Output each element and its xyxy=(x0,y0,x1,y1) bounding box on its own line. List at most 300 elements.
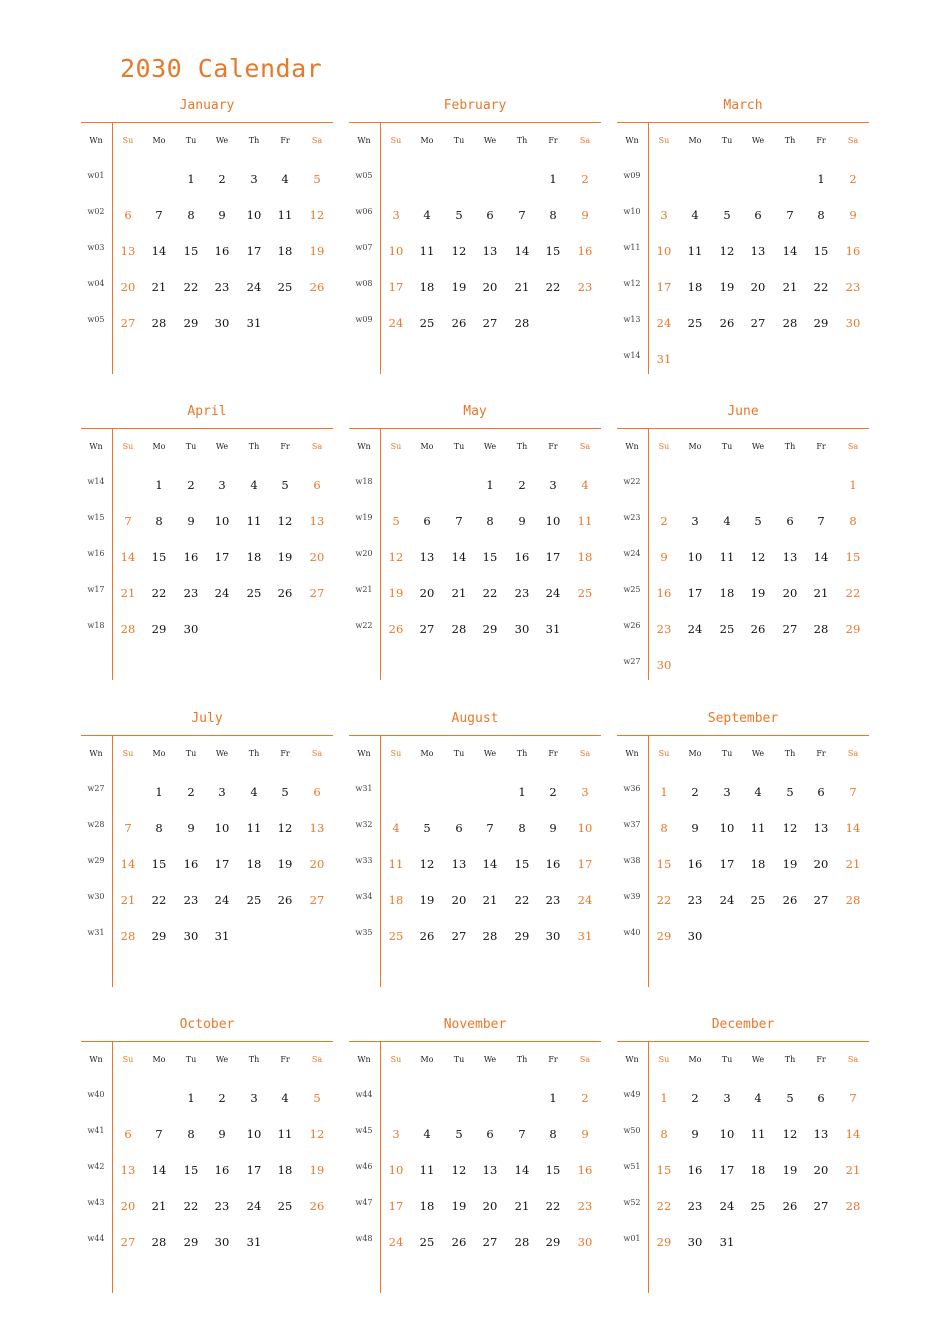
day-cell: 23 xyxy=(183,586,199,600)
day-cell: 28 xyxy=(845,893,861,907)
week-number-header: Wn xyxy=(89,749,103,758)
week-number: w38 xyxy=(623,856,641,865)
day-cell: 3 xyxy=(549,478,557,492)
day-cell: 17 xyxy=(577,857,593,871)
day-cell: 9 xyxy=(218,208,226,222)
month-divider xyxy=(617,735,869,736)
day-cell: 20 xyxy=(750,280,766,294)
week-number: w52 xyxy=(623,1198,641,1207)
day-cell: 10 xyxy=(246,1127,262,1141)
day-cell: 6 xyxy=(313,785,321,799)
day-cell: 1 xyxy=(549,172,557,186)
weekday-header: Th xyxy=(516,1055,528,1064)
week-number: w44 xyxy=(355,1090,373,1099)
day-cell: 11 xyxy=(388,857,404,871)
week-number: w22 xyxy=(623,477,641,486)
weekday-header: We xyxy=(483,136,497,145)
month-name: September xyxy=(707,711,779,726)
weekday-header: Th xyxy=(516,749,528,758)
weekday-header: Sa xyxy=(579,749,591,758)
day-cell: 12 xyxy=(388,550,404,564)
day-cell: 24 xyxy=(545,586,561,600)
day-cell: 27 xyxy=(813,893,829,907)
day-cell: 26 xyxy=(719,316,735,330)
weekday-header: Mo xyxy=(688,749,702,758)
weekday-header: We xyxy=(215,1055,229,1064)
day-cell: 10 xyxy=(719,821,735,835)
weekday-header: Th xyxy=(248,442,260,451)
day-cell: 21 xyxy=(120,893,136,907)
week-number: w45 xyxy=(355,1126,373,1135)
week-number: w40 xyxy=(87,1090,105,1099)
month-name: April xyxy=(187,404,227,419)
day-cell: 3 xyxy=(723,1091,731,1105)
day-cell: 24 xyxy=(214,893,230,907)
day-cell: 14 xyxy=(120,550,136,564)
week-number: w17 xyxy=(87,585,105,594)
weekday-header: Mo xyxy=(152,749,166,758)
weekday-header: Th xyxy=(516,442,528,451)
day-cell: 14 xyxy=(451,550,467,564)
week-number: w15 xyxy=(87,513,105,522)
month-block xyxy=(81,1019,333,1309)
day-cell: 19 xyxy=(309,1163,325,1177)
day-cell: 2 xyxy=(218,172,226,186)
week-number: w27 xyxy=(87,784,105,793)
week-number: w27 xyxy=(623,657,641,666)
weekday-header: Su xyxy=(390,1055,402,1064)
week-number: w11 xyxy=(623,243,641,252)
day-cell: 28 xyxy=(120,929,136,943)
week-number-header: Wn xyxy=(625,1055,639,1064)
day-cell: 6 xyxy=(754,208,762,222)
day-cell: 13 xyxy=(813,821,829,835)
day-cell: 28 xyxy=(151,1235,167,1249)
day-cell: 18 xyxy=(419,280,435,294)
day-cell: 16 xyxy=(214,1163,230,1177)
day-cell: 12 xyxy=(309,208,325,222)
day-cell: 21 xyxy=(120,586,136,600)
month-name: January xyxy=(179,98,235,113)
day-cell: 9 xyxy=(691,821,699,835)
day-cell: 10 xyxy=(246,208,262,222)
page-title: 2030 Calendar xyxy=(120,54,323,83)
day-cell: 13 xyxy=(120,1163,136,1177)
day-cell: 18 xyxy=(750,857,766,871)
day-cell: 7 xyxy=(155,208,163,222)
day-cell: 26 xyxy=(388,622,404,636)
day-cell: 8 xyxy=(849,514,857,528)
day-cell: 8 xyxy=(187,208,195,222)
day-cell: 12 xyxy=(277,821,293,835)
day-cell: 7 xyxy=(518,208,526,222)
weekday-header: Th xyxy=(248,749,260,758)
day-cell: 8 xyxy=(660,821,668,835)
day-cell: 23 xyxy=(514,586,530,600)
day-cell: 7 xyxy=(849,785,857,799)
day-cell: 9 xyxy=(581,1127,589,1141)
day-cell: 25 xyxy=(419,1235,435,1249)
weekday-header: Sa xyxy=(847,1055,859,1064)
month-divider xyxy=(81,1041,333,1042)
day-cell: 13 xyxy=(451,857,467,871)
week-number-header: Wn xyxy=(625,136,639,145)
day-cell: 23 xyxy=(545,893,561,907)
day-cell: 24 xyxy=(246,280,262,294)
day-cell: 25 xyxy=(687,316,703,330)
day-cell: 17 xyxy=(545,550,561,564)
day-cell: 29 xyxy=(482,622,498,636)
day-cell: 1 xyxy=(660,785,668,799)
week-number: w25 xyxy=(623,585,641,594)
day-cell: 22 xyxy=(183,1199,199,1213)
weekday-header: Fr xyxy=(280,442,290,451)
weekday-header: Tu xyxy=(453,442,465,451)
day-cell: 22 xyxy=(845,586,861,600)
month-block xyxy=(349,1019,601,1309)
month-divider xyxy=(617,122,869,123)
day-cell: 27 xyxy=(309,893,325,907)
day-cell: 31 xyxy=(656,352,672,366)
month-block xyxy=(349,100,601,390)
day-cell: 22 xyxy=(656,893,672,907)
day-cell: 9 xyxy=(187,821,195,835)
day-cell: 21 xyxy=(451,586,467,600)
day-cell: 16 xyxy=(545,857,561,871)
week-number: w29 xyxy=(87,856,105,865)
week-number: w01 xyxy=(87,171,105,180)
day-cell: 15 xyxy=(656,1163,672,1177)
day-cell: 15 xyxy=(545,244,561,258)
day-cell: 20 xyxy=(451,893,467,907)
day-cell: 8 xyxy=(549,208,557,222)
day-cell: 6 xyxy=(124,1127,132,1141)
day-cell: 1 xyxy=(549,1091,557,1105)
week-number: w32 xyxy=(355,820,373,829)
day-cell: 29 xyxy=(656,1235,672,1249)
day-cell: 7 xyxy=(518,1127,526,1141)
day-cell: 29 xyxy=(845,622,861,636)
week-number: w19 xyxy=(355,513,373,522)
day-cell: 17 xyxy=(687,586,703,600)
day-cell: 11 xyxy=(419,244,435,258)
month-name: July xyxy=(191,711,223,726)
day-cell: 9 xyxy=(218,1127,226,1141)
month-name: October xyxy=(179,1017,235,1032)
week-number: w51 xyxy=(623,1162,641,1171)
weekday-header: We xyxy=(751,1055,765,1064)
day-cell: 27 xyxy=(813,1199,829,1213)
day-cell: 15 xyxy=(151,550,167,564)
weekday-header: Sa xyxy=(579,1055,591,1064)
week-number-header: Wn xyxy=(625,442,639,451)
day-cell: 20 xyxy=(813,857,829,871)
weekday-header: Tu xyxy=(185,136,197,145)
day-cell: 22 xyxy=(151,893,167,907)
day-cell: 22 xyxy=(183,280,199,294)
day-cell: 25 xyxy=(246,586,262,600)
day-cell: 2 xyxy=(849,172,857,186)
day-cell: 7 xyxy=(786,208,794,222)
week-number: w30 xyxy=(87,892,105,901)
day-cell: 19 xyxy=(451,280,467,294)
day-cell: 1 xyxy=(187,1091,195,1105)
day-cell: 16 xyxy=(845,244,861,258)
week-number: w35 xyxy=(355,928,373,937)
day-cell: 19 xyxy=(719,280,735,294)
day-cell: 23 xyxy=(577,1199,593,1213)
weekday-header: Th xyxy=(784,136,796,145)
day-cell: 13 xyxy=(419,550,435,564)
day-cell: 14 xyxy=(514,244,530,258)
month-divider xyxy=(617,428,869,429)
day-cell: 17 xyxy=(656,280,672,294)
weekday-header: We xyxy=(215,749,229,758)
day-cell: 17 xyxy=(719,1163,735,1177)
day-cell: 26 xyxy=(277,893,293,907)
day-cell: 24 xyxy=(214,586,230,600)
day-cell: 20 xyxy=(309,857,325,871)
weekday-header: Fr xyxy=(280,136,290,145)
day-cell: 19 xyxy=(451,1199,467,1213)
week-number: w40 xyxy=(623,928,641,937)
day-cell: 18 xyxy=(419,1199,435,1213)
weekday-header: Sa xyxy=(847,136,859,145)
weekday-header: Th xyxy=(248,136,260,145)
day-cell: 18 xyxy=(388,893,404,907)
day-cell: 27 xyxy=(120,316,136,330)
day-cell: 11 xyxy=(577,514,593,528)
weekday-header: Tu xyxy=(721,136,733,145)
day-cell: 19 xyxy=(782,1163,798,1177)
day-cell: 25 xyxy=(750,893,766,907)
day-cell: 19 xyxy=(782,857,798,871)
weekday-header: We xyxy=(215,442,229,451)
day-cell: 11 xyxy=(750,1127,766,1141)
day-cell: 31 xyxy=(246,1235,262,1249)
week-number: w20 xyxy=(355,549,373,558)
day-cell: 30 xyxy=(183,929,199,943)
day-cell: 23 xyxy=(845,280,861,294)
day-cell: 17 xyxy=(388,1199,404,1213)
day-cell: 1 xyxy=(187,172,195,186)
day-cell: 5 xyxy=(313,1091,321,1105)
day-cell: 30 xyxy=(183,622,199,636)
weekday-header: Th xyxy=(784,442,796,451)
week-number: w43 xyxy=(87,1198,105,1207)
weekday-header: Mo xyxy=(152,1055,166,1064)
day-cell: 9 xyxy=(660,550,668,564)
day-cell: 1 xyxy=(817,172,825,186)
month-name: May xyxy=(463,404,487,419)
day-cell: 6 xyxy=(455,821,463,835)
day-cell: 18 xyxy=(687,280,703,294)
weekday-header: Su xyxy=(390,442,402,451)
weekday-header: Sa xyxy=(311,136,323,145)
month-divider xyxy=(617,1041,869,1042)
day-cell: 3 xyxy=(250,172,258,186)
day-cell: 5 xyxy=(423,821,431,835)
month-block xyxy=(349,713,601,1003)
month-block xyxy=(81,406,333,696)
week-number: w13 xyxy=(623,315,641,324)
week-number: w28 xyxy=(87,820,105,829)
day-cell: 30 xyxy=(845,316,861,330)
month-block xyxy=(617,100,869,390)
day-cell: 1 xyxy=(155,785,163,799)
day-cell: 13 xyxy=(120,244,136,258)
month-name: December xyxy=(711,1017,775,1032)
day-cell: 12 xyxy=(277,514,293,528)
day-cell: 8 xyxy=(549,1127,557,1141)
week-number-header: Wn xyxy=(357,136,371,145)
week-number: w37 xyxy=(623,820,641,829)
weekday-header: Sa xyxy=(311,749,323,758)
weekday-header: We xyxy=(751,136,765,145)
weekday-header: Fr xyxy=(548,749,558,758)
day-cell: 19 xyxy=(277,550,293,564)
day-cell: 28 xyxy=(514,316,530,330)
day-cell: 17 xyxy=(388,280,404,294)
weekday-header: We xyxy=(751,749,765,758)
day-cell: 24 xyxy=(246,1199,262,1213)
day-cell: 10 xyxy=(545,514,561,528)
week-number: w14 xyxy=(87,477,105,486)
weekday-header: We xyxy=(483,442,497,451)
day-cell: 21 xyxy=(514,1199,530,1213)
day-cell: 27 xyxy=(309,586,325,600)
day-cell: 27 xyxy=(482,1235,498,1249)
day-cell: 18 xyxy=(277,1163,293,1177)
day-cell: 3 xyxy=(581,785,589,799)
day-cell: 3 xyxy=(723,785,731,799)
day-cell: 24 xyxy=(687,622,703,636)
weekday-header: Sa xyxy=(311,1055,323,1064)
day-cell: 12 xyxy=(782,1127,798,1141)
weekday-header: Fr xyxy=(548,136,558,145)
day-cell: 12 xyxy=(419,857,435,871)
weekday-header: Tu xyxy=(721,442,733,451)
week-number: w10 xyxy=(623,207,641,216)
day-cell: 18 xyxy=(750,1163,766,1177)
day-cell: 12 xyxy=(719,244,735,258)
day-cell: 25 xyxy=(388,929,404,943)
week-number: w36 xyxy=(623,784,641,793)
day-cell: 26 xyxy=(309,1199,325,1213)
month-divider xyxy=(349,122,601,123)
day-cell: 27 xyxy=(750,316,766,330)
day-cell: 26 xyxy=(419,929,435,943)
week-number: w03 xyxy=(87,243,105,252)
day-cell: 21 xyxy=(845,1163,861,1177)
day-cell: 22 xyxy=(514,893,530,907)
day-cell: 10 xyxy=(719,1127,735,1141)
week-number: w31 xyxy=(87,928,105,937)
day-cell: 18 xyxy=(246,857,262,871)
day-cell: 14 xyxy=(813,550,829,564)
weekday-header: We xyxy=(483,749,497,758)
day-cell: 30 xyxy=(545,929,561,943)
weekday-header: Su xyxy=(122,136,134,145)
day-cell: 9 xyxy=(691,1127,699,1141)
day-cell: 5 xyxy=(455,1127,463,1141)
weekday-header: Su xyxy=(122,749,134,758)
day-cell: 11 xyxy=(719,550,735,564)
week-number: w23 xyxy=(623,513,641,522)
day-cell: 14 xyxy=(482,857,498,871)
day-cell: 3 xyxy=(392,208,400,222)
week-number: w04 xyxy=(87,279,105,288)
day-cell: 8 xyxy=(155,821,163,835)
weekday-header: Tu xyxy=(185,1055,197,1064)
day-cell: 21 xyxy=(782,280,798,294)
day-cell: 24 xyxy=(719,893,735,907)
day-cell: 14 xyxy=(151,1163,167,1177)
day-cell: 2 xyxy=(660,514,668,528)
month-block xyxy=(617,1019,869,1309)
day-cell: 5 xyxy=(281,785,289,799)
day-cell: 8 xyxy=(660,1127,668,1141)
day-cell: 20 xyxy=(120,1199,136,1213)
weekday-header: We xyxy=(483,1055,497,1064)
day-cell: 30 xyxy=(577,1235,593,1249)
day-cell: 8 xyxy=(155,514,163,528)
weekday-header: Th xyxy=(784,1055,796,1064)
day-cell: 27 xyxy=(451,929,467,943)
week-number: w21 xyxy=(355,585,373,594)
weekday-header: Mo xyxy=(688,442,702,451)
weekday-header: Fr xyxy=(280,1055,290,1064)
day-cell: 29 xyxy=(514,929,530,943)
weekday-header: Mo xyxy=(420,136,434,145)
day-cell: 1 xyxy=(486,478,494,492)
day-cell: 27 xyxy=(419,622,435,636)
week-number-header: Wn xyxy=(89,136,103,145)
day-cell: 26 xyxy=(782,893,798,907)
day-cell: 21 xyxy=(151,280,167,294)
day-cell: 12 xyxy=(750,550,766,564)
day-cell: 11 xyxy=(246,821,262,835)
day-cell: 19 xyxy=(309,244,325,258)
day-cell: 16 xyxy=(687,1163,703,1177)
week-number: w41 xyxy=(87,1126,105,1135)
day-cell: 23 xyxy=(214,1199,230,1213)
day-cell: 29 xyxy=(151,622,167,636)
day-cell: 7 xyxy=(455,514,463,528)
day-cell: 10 xyxy=(577,821,593,835)
day-cell: 2 xyxy=(187,478,195,492)
weekday-header: We xyxy=(751,442,765,451)
day-cell: 7 xyxy=(849,1091,857,1105)
day-cell: 6 xyxy=(486,1127,494,1141)
weekday-header: Tu xyxy=(721,1055,733,1064)
day-cell: 31 xyxy=(545,622,561,636)
day-cell: 30 xyxy=(214,1235,230,1249)
day-cell: 4 xyxy=(723,514,731,528)
day-cell: 17 xyxy=(719,857,735,871)
day-cell: 8 xyxy=(187,1127,195,1141)
day-cell: 28 xyxy=(120,622,136,636)
day-cell: 25 xyxy=(277,1199,293,1213)
day-cell: 7 xyxy=(124,514,132,528)
day-cell: 31 xyxy=(577,929,593,943)
week-number-header: Wn xyxy=(357,1055,371,1064)
day-cell: 23 xyxy=(656,622,672,636)
weekday-header: Mo xyxy=(152,442,166,451)
month-name: March xyxy=(723,98,763,113)
day-cell: 15 xyxy=(845,550,861,564)
week-number: w24 xyxy=(623,549,641,558)
